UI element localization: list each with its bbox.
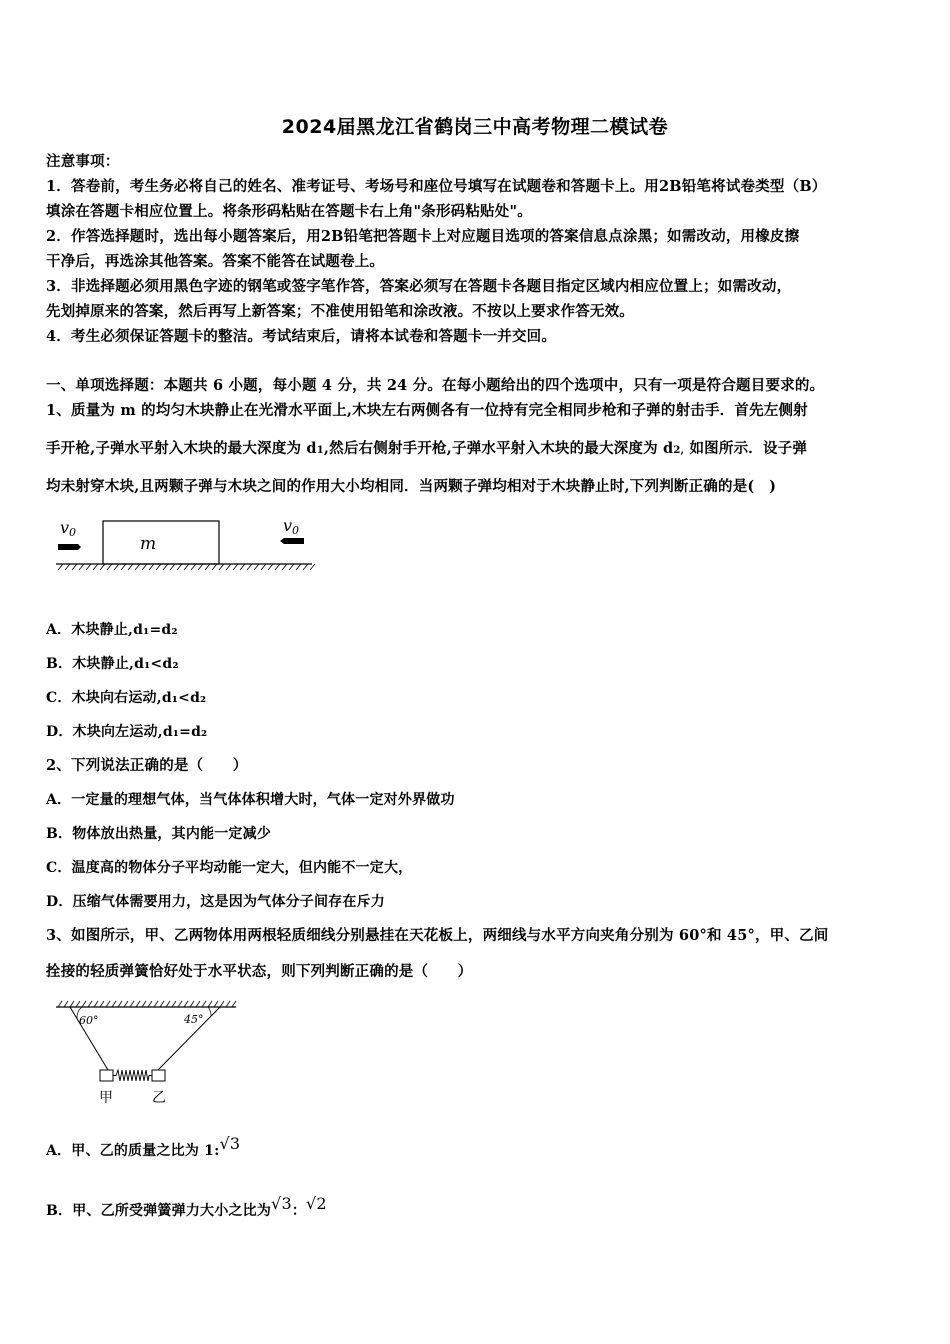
hatch-stroke bbox=[282, 564, 287, 570]
hatch-stroke bbox=[172, 1001, 176, 1007]
hatch-stroke bbox=[70, 1001, 74, 1007]
q3-option-b[interactable]: B．甲、乙所受弹簧弹力大小之比为√3：√2 bbox=[46, 1194, 327, 1219]
arc-right bbox=[208, 1007, 211, 1016]
hatch-stroke bbox=[149, 564, 154, 570]
hatch-stroke bbox=[178, 1001, 182, 1007]
hatch-stroke bbox=[219, 564, 224, 570]
hatch-stroke bbox=[220, 1001, 224, 1007]
bullet-left bbox=[58, 544, 81, 550]
q3-stem-line-2: 拴接的轻质弹簧恰好处于水平状态，则下列判断正确的是（ ） bbox=[46, 963, 473, 980]
hatch-stroke bbox=[289, 564, 294, 570]
hatch-stroke bbox=[76, 1001, 80, 1007]
notice-line-1: 1．答卷前，考生务必将自己的姓名、准考证号、考场号和座位号填写在试题卷和答题卡上。用2B铅笔将试卷类型（B） bbox=[46, 178, 827, 195]
hatch-stroke bbox=[184, 564, 189, 570]
hatch-stroke bbox=[79, 564, 84, 570]
notice-line-7: 4．考生必须保证答题卡的整洁。考试结束后，请将本试卷和答题卡一并交回。 bbox=[46, 328, 557, 345]
v0-right-label: v0 bbox=[283, 516, 300, 537]
hatch-stroke bbox=[121, 564, 126, 570]
section-heading: 一、单项选择题：本题共 6 小题，每小题 4 分，共 24 分。在每小题给出的四个选项中，只有一项是符合题目要求的。 bbox=[46, 377, 825, 394]
hatch-stroke bbox=[156, 564, 161, 570]
hatch-stroke bbox=[268, 564, 273, 570]
angle-right-label: 45° bbox=[184, 1013, 204, 1026]
hatch-stroke bbox=[88, 1001, 92, 1007]
hatch-stroke bbox=[112, 1001, 116, 1007]
q3-figure bbox=[52, 998, 242, 1108]
hatch-stroke bbox=[190, 1001, 194, 1007]
hatch-stroke bbox=[124, 1001, 128, 1007]
hatch-stroke bbox=[191, 564, 196, 570]
hatch-stroke bbox=[107, 564, 112, 570]
hatch-stroke bbox=[58, 1001, 62, 1007]
hatch-stroke bbox=[65, 564, 70, 570]
hatch-stroke bbox=[247, 564, 252, 570]
hatch-stroke bbox=[100, 564, 105, 570]
hatch-stroke bbox=[130, 1001, 134, 1007]
hatch-stroke bbox=[310, 564, 315, 570]
ceiling-hatching bbox=[58, 1001, 236, 1007]
q2-option-d[interactable]: D．压缩气体需要用力，这是因为气体分子间存在斥力 bbox=[46, 894, 385, 910]
hatch-stroke bbox=[142, 1001, 146, 1007]
hatch-stroke bbox=[86, 564, 91, 570]
ground-hatching bbox=[58, 564, 315, 570]
hatch-stroke bbox=[118, 1001, 122, 1007]
hatch-stroke bbox=[240, 564, 245, 570]
hatch-stroke bbox=[261, 564, 266, 570]
q1-stem-line-3: 均未射穿木块,且两颗子弹与木块之间的作用大小均相同．当两颗子弹均相对于木块静止时,下列判断正确的是( ) bbox=[46, 478, 777, 495]
hatch-stroke bbox=[148, 1001, 152, 1007]
mass-label: m bbox=[140, 534, 157, 554]
sqrt3-symbol: √3 bbox=[271, 1194, 292, 1213]
notice-line-5: 3．非选择题必须用黑色字迹的钢笔或签字笔作答，答案必须写在答题卡各题目指定区域内相应位置上；如需改动， bbox=[46, 278, 792, 295]
hatch-stroke bbox=[135, 564, 140, 570]
hatch-stroke bbox=[160, 1001, 164, 1007]
hatch-stroke bbox=[226, 1001, 230, 1007]
q1-option-d[interactable]: D．木块向左运动,d₁=d₂ bbox=[46, 724, 208, 740]
hatch-stroke bbox=[114, 564, 119, 570]
label-yi: 乙 bbox=[152, 1090, 166, 1106]
hatch-stroke bbox=[233, 564, 238, 570]
hatch-stroke bbox=[82, 1001, 86, 1007]
hatch-stroke bbox=[166, 1001, 170, 1007]
q1-stem-line-1: 1、质量为 m 的均匀木块静止在光滑水平面上,木块左右两侧各有一位持有完全相同步枪和子弹的射击手．首先左侧射 bbox=[46, 402, 808, 419]
page-title: 2024届黑龙江省鹤岗三中高考物理二模试卷 bbox=[281, 116, 669, 138]
notice-heading: 注意事项： bbox=[46, 153, 120, 170]
q1-option-c[interactable]: C．木块向右运动,d₁<d₂ bbox=[46, 690, 207, 706]
q2-option-a[interactable]: A．一定量的理想气体，当气体体积增大时，气体一定对外界做功 bbox=[46, 792, 455, 808]
q2-stem: 2、下列说法正确的是（ ） bbox=[46, 757, 248, 774]
hatch-stroke bbox=[226, 564, 231, 570]
v0-left-label: v0 bbox=[60, 518, 77, 539]
notice-line-4: 干净后，再选涂其他答案。答案不能答在试题卷上。 bbox=[46, 253, 385, 270]
q3-stem-line-1: 3、如图所示，甲、乙两物体用两根轻质细线分别悬挂在天花板上，两细线与水平方向夹角分别为 60°和 45°，甲、乙间 bbox=[46, 927, 829, 944]
q2-option-c[interactable]: C．温度高的物体分子平均动能一定大，但内能不一定大， bbox=[46, 860, 413, 876]
hatch-stroke bbox=[163, 564, 168, 570]
hatch-stroke bbox=[64, 1001, 68, 1007]
block-yi bbox=[152, 1070, 165, 1081]
hatch-stroke bbox=[202, 1001, 206, 1007]
hatch-stroke bbox=[296, 564, 301, 570]
hatch-stroke bbox=[196, 1001, 200, 1007]
hatch-stroke bbox=[93, 564, 98, 570]
wood-block bbox=[103, 521, 219, 564]
hatch-stroke bbox=[94, 1001, 98, 1007]
q3-option-a[interactable]: A．甲、乙的质量之比为 1:√3 bbox=[46, 1134, 241, 1159]
hatch-stroke bbox=[275, 564, 280, 570]
sqrt2-symbol: √2 bbox=[306, 1194, 327, 1213]
hatch-stroke bbox=[212, 564, 217, 570]
bullet-right bbox=[280, 538, 304, 544]
angle-left-label: 60° bbox=[79, 1014, 99, 1027]
q1-option-a[interactable]: A．木块静止,d₁=d₂ bbox=[46, 622, 178, 638]
hatch-stroke bbox=[72, 564, 77, 570]
q1-figure bbox=[50, 515, 320, 575]
sqrt3-symbol: √3 bbox=[219, 1134, 241, 1153]
hatch-stroke bbox=[136, 1001, 140, 1007]
hatch-stroke bbox=[214, 1001, 218, 1007]
q1-stem-line-2: 手开枪,子弹水平射入木块的最大深度为 d1,然后右侧射手开枪,子弹水平射入木块的最大深度为 d2, 如图所示．设子弹 bbox=[46, 440, 808, 457]
hatch-stroke bbox=[100, 1001, 104, 1007]
hatch-stroke bbox=[128, 564, 133, 570]
hatch-stroke bbox=[170, 564, 175, 570]
hatch-stroke bbox=[205, 564, 210, 570]
block-jia bbox=[100, 1070, 113, 1081]
hatch-stroke bbox=[208, 1001, 212, 1007]
hatch-stroke bbox=[232, 1001, 236, 1007]
notice-line-3: 2．作答选择题时，选出每小题答案后，用2B铅笔把答题卡上对应题目选项的答案信息点涂黑；如需改动，用橡皮擦 bbox=[46, 228, 800, 245]
notice-line-6: 先划掉原来的答案，然后再写上新答案；不准使用铅笔和涂改液。不按以上要求作答无效。 bbox=[46, 303, 634, 320]
hatch-stroke bbox=[303, 564, 308, 570]
label-jia: 甲 bbox=[99, 1090, 113, 1106]
q1-option-b[interactable]: B．木块静止,d₁<d₂ bbox=[46, 656, 179, 672]
q2-option-b[interactable]: B．物体放出热量，其内能一定减少 bbox=[46, 826, 272, 842]
hatch-stroke bbox=[106, 1001, 110, 1007]
hatch-stroke bbox=[254, 564, 259, 570]
hatch-stroke bbox=[142, 564, 147, 570]
hatch-stroke bbox=[184, 1001, 188, 1007]
notice-line-2: 填涂在答题卡相应位置上。将条形码粘贴在答题卡右上角"条形码粘贴处"。 bbox=[46, 203, 532, 220]
hatch-stroke bbox=[154, 1001, 158, 1007]
hatch-stroke bbox=[198, 564, 203, 570]
hatch-stroke bbox=[177, 564, 182, 570]
hatch-stroke bbox=[58, 564, 63, 570]
spring bbox=[113, 1070, 152, 1081]
